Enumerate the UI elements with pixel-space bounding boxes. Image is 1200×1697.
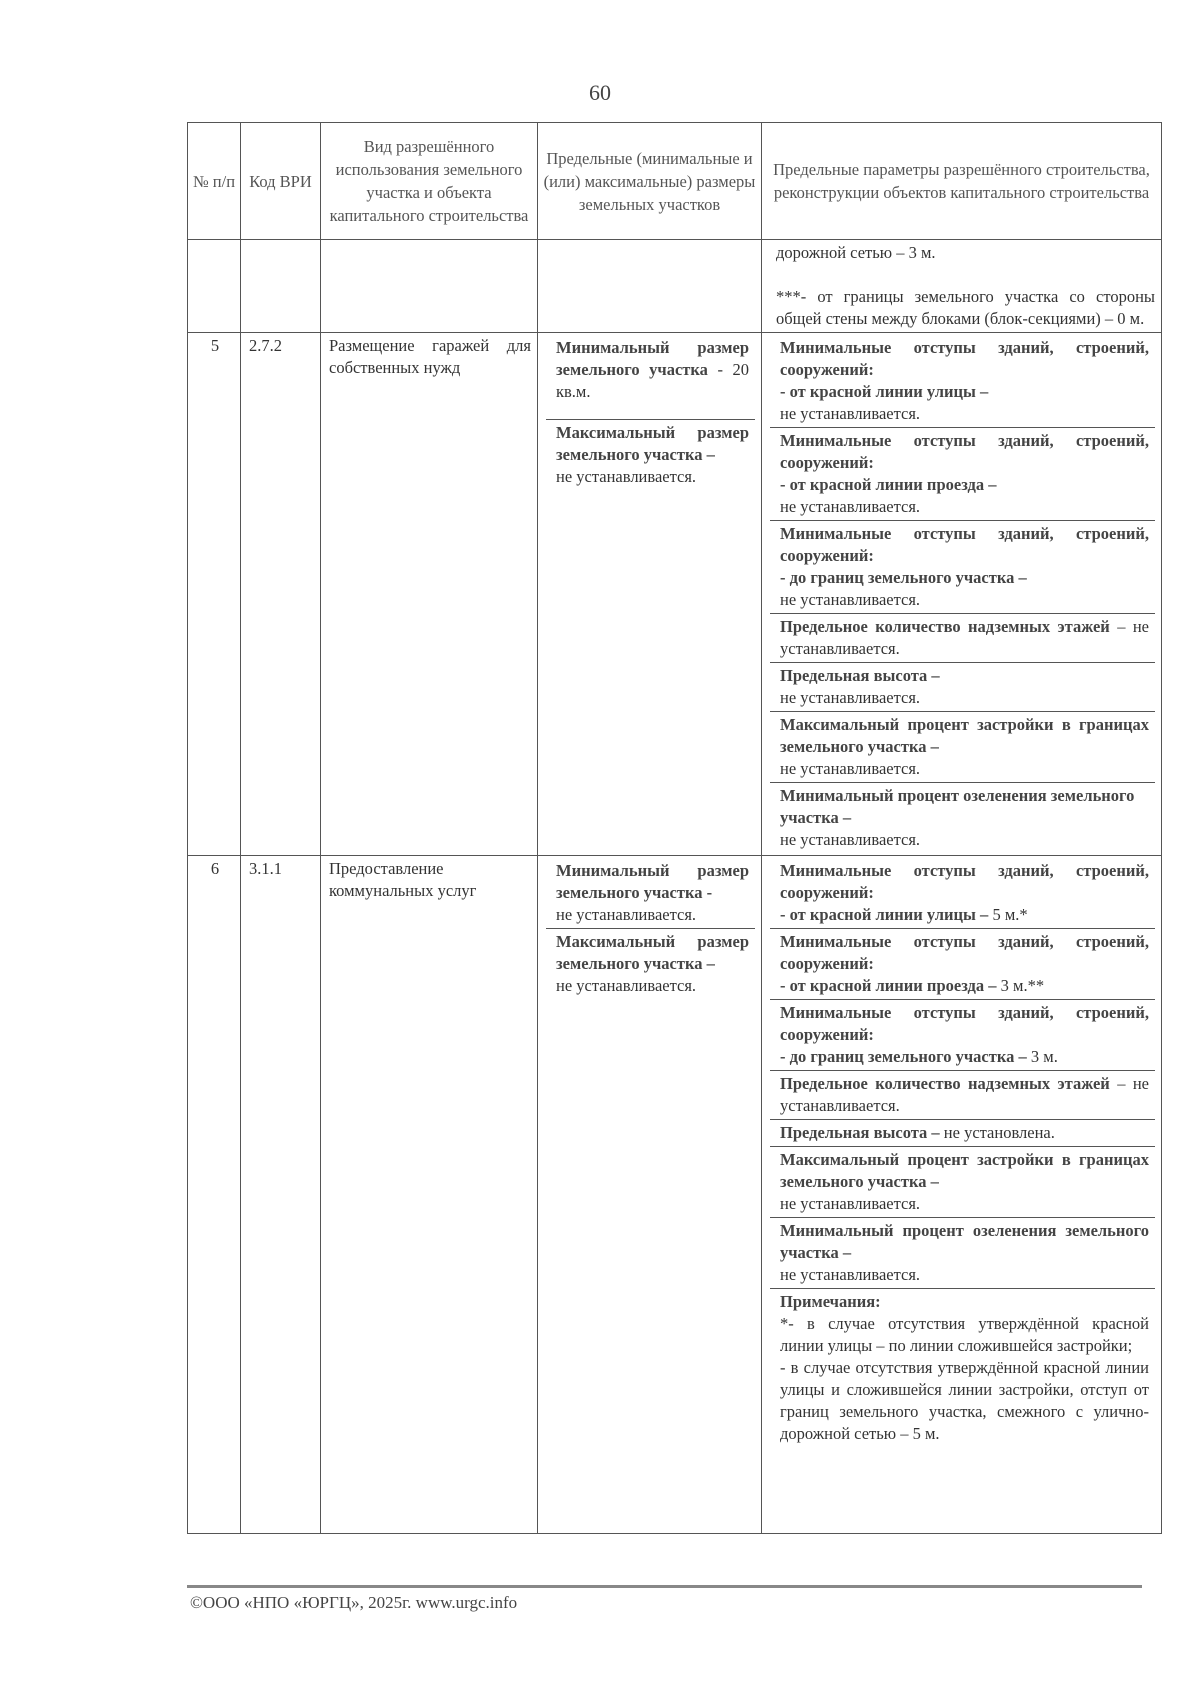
row6-num: 6 (188, 856, 241, 1534)
row5-p4-label: Предельное количество надземных этажей (780, 617, 1110, 636)
zoning-table (187, 122, 1162, 1534)
row6-code: 3.1.1 (241, 856, 321, 1534)
row6-p4-label: Предельное количество надземных этажей (780, 1074, 1110, 1093)
row6-use: Предоставление коммунальных услуг (321, 856, 538, 1534)
row5-p5-label: Предельная высота – (780, 666, 940, 685)
table-row-continuation (188, 240, 1162, 333)
row5-p2-label: Минимальные отступы зданий, строений, сооружений: (780, 431, 1149, 472)
row6-size-min-label: Минимальный размер земельного участка - (556, 861, 749, 902)
row5-p2-sub: - от красной линии проезда – (780, 475, 997, 494)
row6-p6-value: не устанавливается. (780, 1194, 921, 1213)
header-size: Предельные (минимальные и (или) максимальные) размеры земельных участков (538, 123, 762, 240)
row6-p3-value: 3 м. (1026, 1047, 1058, 1066)
row5-size-max-value: не устанавливается. (556, 467, 697, 486)
row6-p2-value: 3 м.** (996, 976, 1045, 995)
row6-size-max-value: не устанавливается. (556, 976, 697, 995)
row5-p5-value: не устанавливается. (780, 688, 921, 707)
row6-p5-label: Предельная высота – (780, 1123, 940, 1142)
row5-size-min-label: Минимальный размер земельного участка (556, 338, 749, 379)
row5-p7-value: не устанавливается. (780, 830, 921, 849)
row6-p7-label: Минимальный процент озеленения земельного участка – (780, 1221, 1149, 1262)
row5-p6-label: Максимальный процент застройки в границах земельного участка – (780, 715, 1149, 756)
table-row-6 (188, 856, 1162, 1534)
row5-p3-sub: - до границ земельного участка – (780, 568, 1027, 587)
row6-p4-value: – не устанавливается. (780, 1074, 1149, 1115)
row6-p2-label: Минимальные отступы зданий, строений, сооружений: (780, 932, 1149, 973)
row5-p4-value: – не устанавливается. (780, 617, 1149, 658)
table-header-row (188, 123, 1162, 240)
row5-size-min-value: - 20 кв.м. (556, 360, 749, 401)
row5-p6-value: не устанавливается. (780, 759, 921, 778)
cont-text-1: дорожной сетью – 3 м. (776, 243, 936, 262)
row6-note-1: *- в случае отсутствия утверждённой красной линии улицы – по линии сложившейся застройки; (780, 1314, 1149, 1355)
footer-divider (187, 1585, 1142, 1588)
row5-p3-label: Минимальные отступы зданий, строений, сооружений: (780, 524, 1149, 565)
row5-p1-sub: - от красной линии улицы – (780, 382, 989, 401)
row6-size-max-label: Максимальный размер земельного участка – (556, 932, 749, 973)
footer-copyright: ©ООО «НПО «ЮРГЦ», 2025г. www.urgc.info (190, 1593, 518, 1612)
row6-p7-value: не устанавливается. (780, 1265, 921, 1284)
row5-p2-value: не устанавливается. (780, 497, 921, 516)
header-use: Вид разрешённого использования земельного участка и объекта капитального строительства (321, 123, 538, 240)
header-params: Предельные параметры разрешённого строительства, реконструкции объектов капитального строительства (762, 123, 1162, 240)
row6-note-2: - в случае отсутствия утверждённой красной линии улицы и сложившейся линии застройки, отступ от границ земельного участка, смежного с улично-дорожной сетью – 5 м. (780, 1358, 1149, 1443)
row5-use: Размещение гаражей для собственных нужд (321, 333, 538, 856)
header-code: Код ВРИ (241, 123, 321, 240)
row6-p1-value: 5 м.* (988, 905, 1028, 924)
row6-p3-sub: - до границ земельного участка – (780, 1047, 1027, 1066)
table-row-5 (188, 333, 1162, 856)
row6-p6-label: Максимальный процент застройки в границах земельного участка – (780, 1150, 1149, 1191)
header-num: № п/п (188, 123, 241, 240)
row6-notes-label: Примечания: (780, 1292, 881, 1311)
row5-p3-value: не устанавливается. (780, 590, 921, 609)
row6-p3-label: Минимальные отступы зданий, строений, сооружений: (780, 1003, 1149, 1044)
row6-p2-sub: - от красной линии проезда – (780, 976, 997, 995)
row5-code: 2.7.2 (241, 333, 321, 856)
row5-size-max-label: Максимальный размер земельного участка – (556, 423, 749, 464)
cont-text-2: ***- от границы земельного участка со стороны общей стены между блоками (блок-секциями) – 0 м. (776, 287, 1155, 328)
row6-p1-sub: - от красной линии улицы – (780, 905, 989, 924)
row6-p5-value: не установлена. (939, 1123, 1055, 1142)
row5-p1-value: не устанавливается. (780, 404, 921, 423)
row5-num: 5 (188, 333, 241, 856)
row5-p1-label: Минимальные отступы зданий, строений, сооружений: (780, 338, 1149, 379)
row6-p1-label: Минимальные отступы зданий, строений, сооружений: (780, 861, 1149, 902)
row6-size-min-value: не устанавливается. (556, 905, 697, 924)
page-number: 60 (589, 80, 611, 105)
row5-p7-label: Минимальный процент озеленения земельного участка – (780, 786, 1135, 827)
